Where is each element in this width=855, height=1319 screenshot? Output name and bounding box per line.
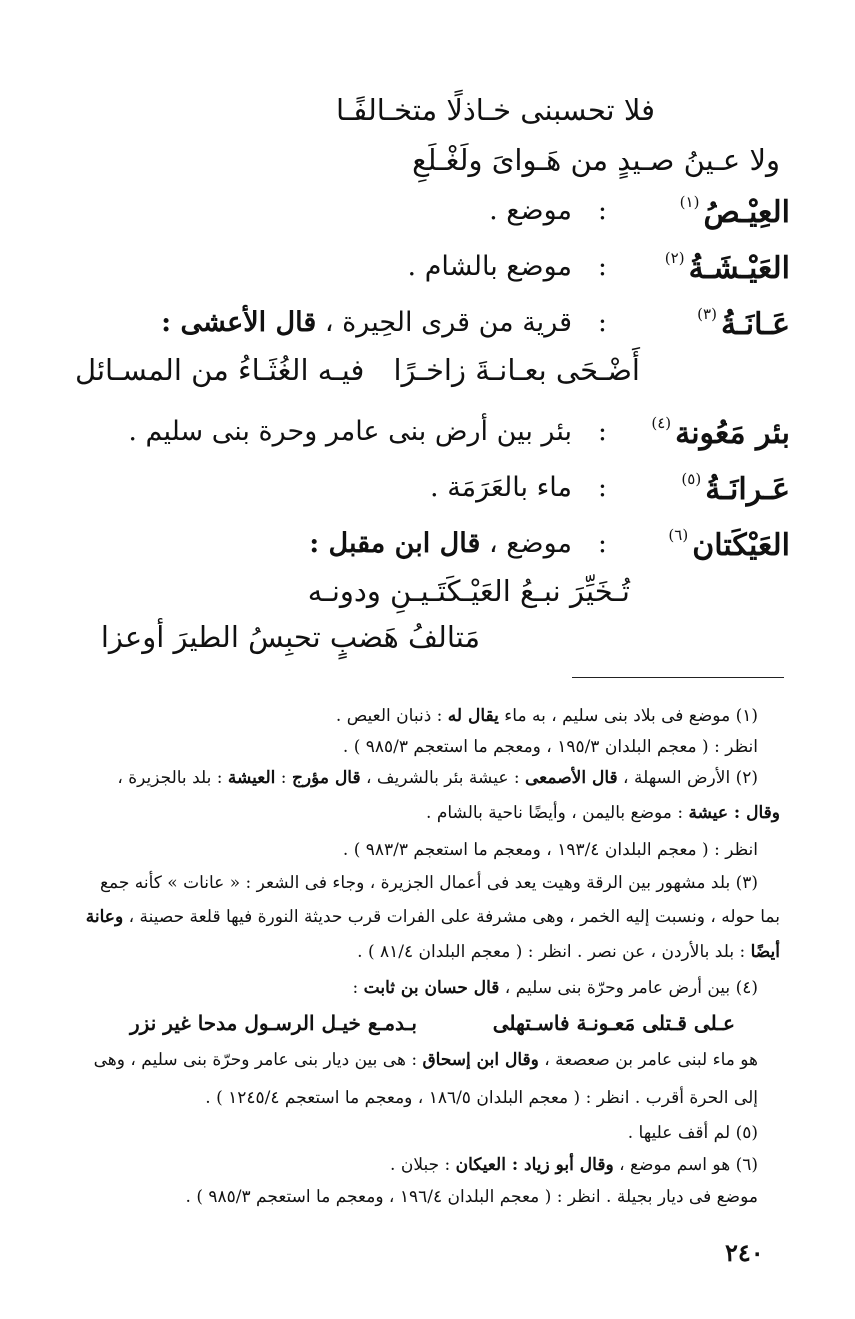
footnote-6-line-1: (٦) هو اسم موضع ، وقال أبو زياد : العيكان : جبلان .	[390, 1155, 758, 1175]
footnote-3-line-3: أيضًا : بلد بالأردن ، عن نصر . انظر : ( معجم البلدان ٨١/٤ ) .	[357, 942, 780, 962]
colon: :	[597, 307, 607, 338]
footnote-1-line-1: (١) موضع فى بلاد بنى سليم ، به ماء يقال له : ذنبان العيص .	[335, 706, 758, 726]
footnote-3-line-2: بما حوله ، ونسبت إليه الخمر ، وهى مشرفة على الفرات قرب حديثة النورة فيها قلعة حصينة ، وعانة	[85, 907, 780, 927]
verse-asha-h2: فيـه الغُثَـاءُ من المسـائل	[75, 353, 365, 387]
entry-arana	[60, 472, 790, 516]
definition: موضع بالشام .	[407, 251, 572, 282]
footnote-2-line-2: وقال : عيشة : موضع باليمن ، وأيضًا ناحية بالشام .	[426, 803, 780, 823]
headword: بئر مَعُونة$^{(٤)}$	[651, 414, 790, 451]
headword: عَـانَـةُ$^{(٣)}$	[697, 305, 790, 342]
headword: العَيْكَتان$^{(٦)}$	[668, 526, 790, 563]
footnote-ref: (٢)	[664, 249, 685, 267]
footnote-4-line-4: إلى الحرة أقرب . انظر : ( معجم البلدان ١٨٦/٥ ، ومعجم ما استعجم ١٢٤٥/٤ ) .	[205, 1088, 758, 1108]
headword: العِيْـصُ$^{(١)}$	[679, 193, 790, 230]
colon: :	[597, 195, 607, 226]
definition: موضع .	[489, 195, 572, 226]
entry-al-aisha	[60, 251, 790, 295]
page-number: ٢٤٠	[725, 1238, 764, 1267]
colon: :	[597, 416, 607, 447]
footnote-1-line-2: انظر : ( معجم البلدان ١٩٥/٣ ، ومعجم ما استعجم ٩٨٥/٣ ) .	[342, 737, 758, 757]
entry-al-aikatan	[60, 528, 790, 572]
footnote-3-line-1: (٣) بلد مشهور بين الرقة وهيت يعد فى أعمال الجزيرة ، وجاء فى الشعر : « عانات » كأنه جمع	[99, 873, 758, 893]
colon: :	[597, 528, 607, 559]
entry-bir-mauna	[60, 416, 790, 460]
definition: ماء بالعَرَمَة .	[430, 472, 572, 503]
headword: العَيْـشَـةُ$^{(٢)}$	[664, 249, 790, 286]
verse-muqbil-line-2: مَتالفُ هَضبٍ تحبِسُ الطيرَ أوعزا	[100, 620, 480, 654]
footnote-ref: (٦)	[668, 526, 689, 544]
headword: عَـرانَـةُ$^{(٥)}$	[681, 470, 790, 507]
entry-ana	[60, 307, 790, 351]
definition: موضع ، قال ابن مقبل :	[309, 528, 572, 559]
colon: :	[597, 472, 607, 503]
footnote-separator	[572, 677, 784, 678]
speaker: قال ابن مقبل :	[309, 528, 481, 559]
footnote-ref: (٣)	[697, 305, 717, 323]
footnote-4-verse-h2: بـدمـع خيـل الرسـول مدحا غير نزر	[130, 1011, 417, 1035]
footnote-4-line-1: (٤) بين أرض عامر وحرّة بنى سليم ، قال حسان بن ثابت :	[352, 978, 758, 998]
footnote-5: (٥) لم أقف عليها .	[627, 1123, 758, 1143]
definition: بئر بين أرض بنى عامر وحرة بنى سليم .	[128, 416, 572, 447]
footnote-ref: (٤)	[651, 414, 672, 432]
definition: قرية من قرى الحِيرة ، قال الأعشى :	[161, 307, 572, 338]
verse-asha-h1: أَضْـحَى بعـانـةَ زاخـرًا	[393, 353, 640, 387]
verse-muqbil-line-1: تُـخَيِّرَ نبـعُ العَيْـكَتَـيـنِ ودونـه	[307, 574, 630, 608]
speaker: قال الأعشى :	[161, 307, 317, 338]
footnote-ref: (٥)	[681, 470, 702, 488]
footnote-ref: (١)	[679, 193, 700, 211]
footnote-2-line-3: انظر : ( معجم البلدان ١٩٣/٤ ، ومعجم ما استعجم ٩٨٣/٣ ) .	[342, 840, 758, 860]
footnote-4-verse-h1: عـلى قـتلى مَعـونـة فاسـتهلى	[492, 1011, 735, 1035]
entry-al-ais	[60, 195, 790, 239]
footnote-2-line-1: (٢) الأرض السهلة ، قال الأصمعى : عيشة بئر بالشريف ، قال مؤرج : العيشة : بلد بالجزيرة ،	[117, 768, 758, 788]
colon: :	[597, 251, 607, 282]
poem-line-2: ولا عـينُ صـيدٍ من هَـواىَ ولَغْـلَعِ	[412, 143, 780, 177]
footnote-6-line-2: موضع فى ديار بجيلة . انظر : ( معجم البلدان ١٩٦/٤ ، ومعجم ما استعجم ٩٨٥/٣ ) .	[185, 1187, 758, 1207]
poem-line-1: فلا تحسبنى خـاذلًا متخـالفًـا	[335, 93, 655, 127]
footnote-4-line-3: هو ماء لبنى عامر بن صعصعة ، وقال ابن إسحاق : هى بين ديار بنى عامر وحرّة بنى سليم ، وهى	[93, 1050, 758, 1070]
